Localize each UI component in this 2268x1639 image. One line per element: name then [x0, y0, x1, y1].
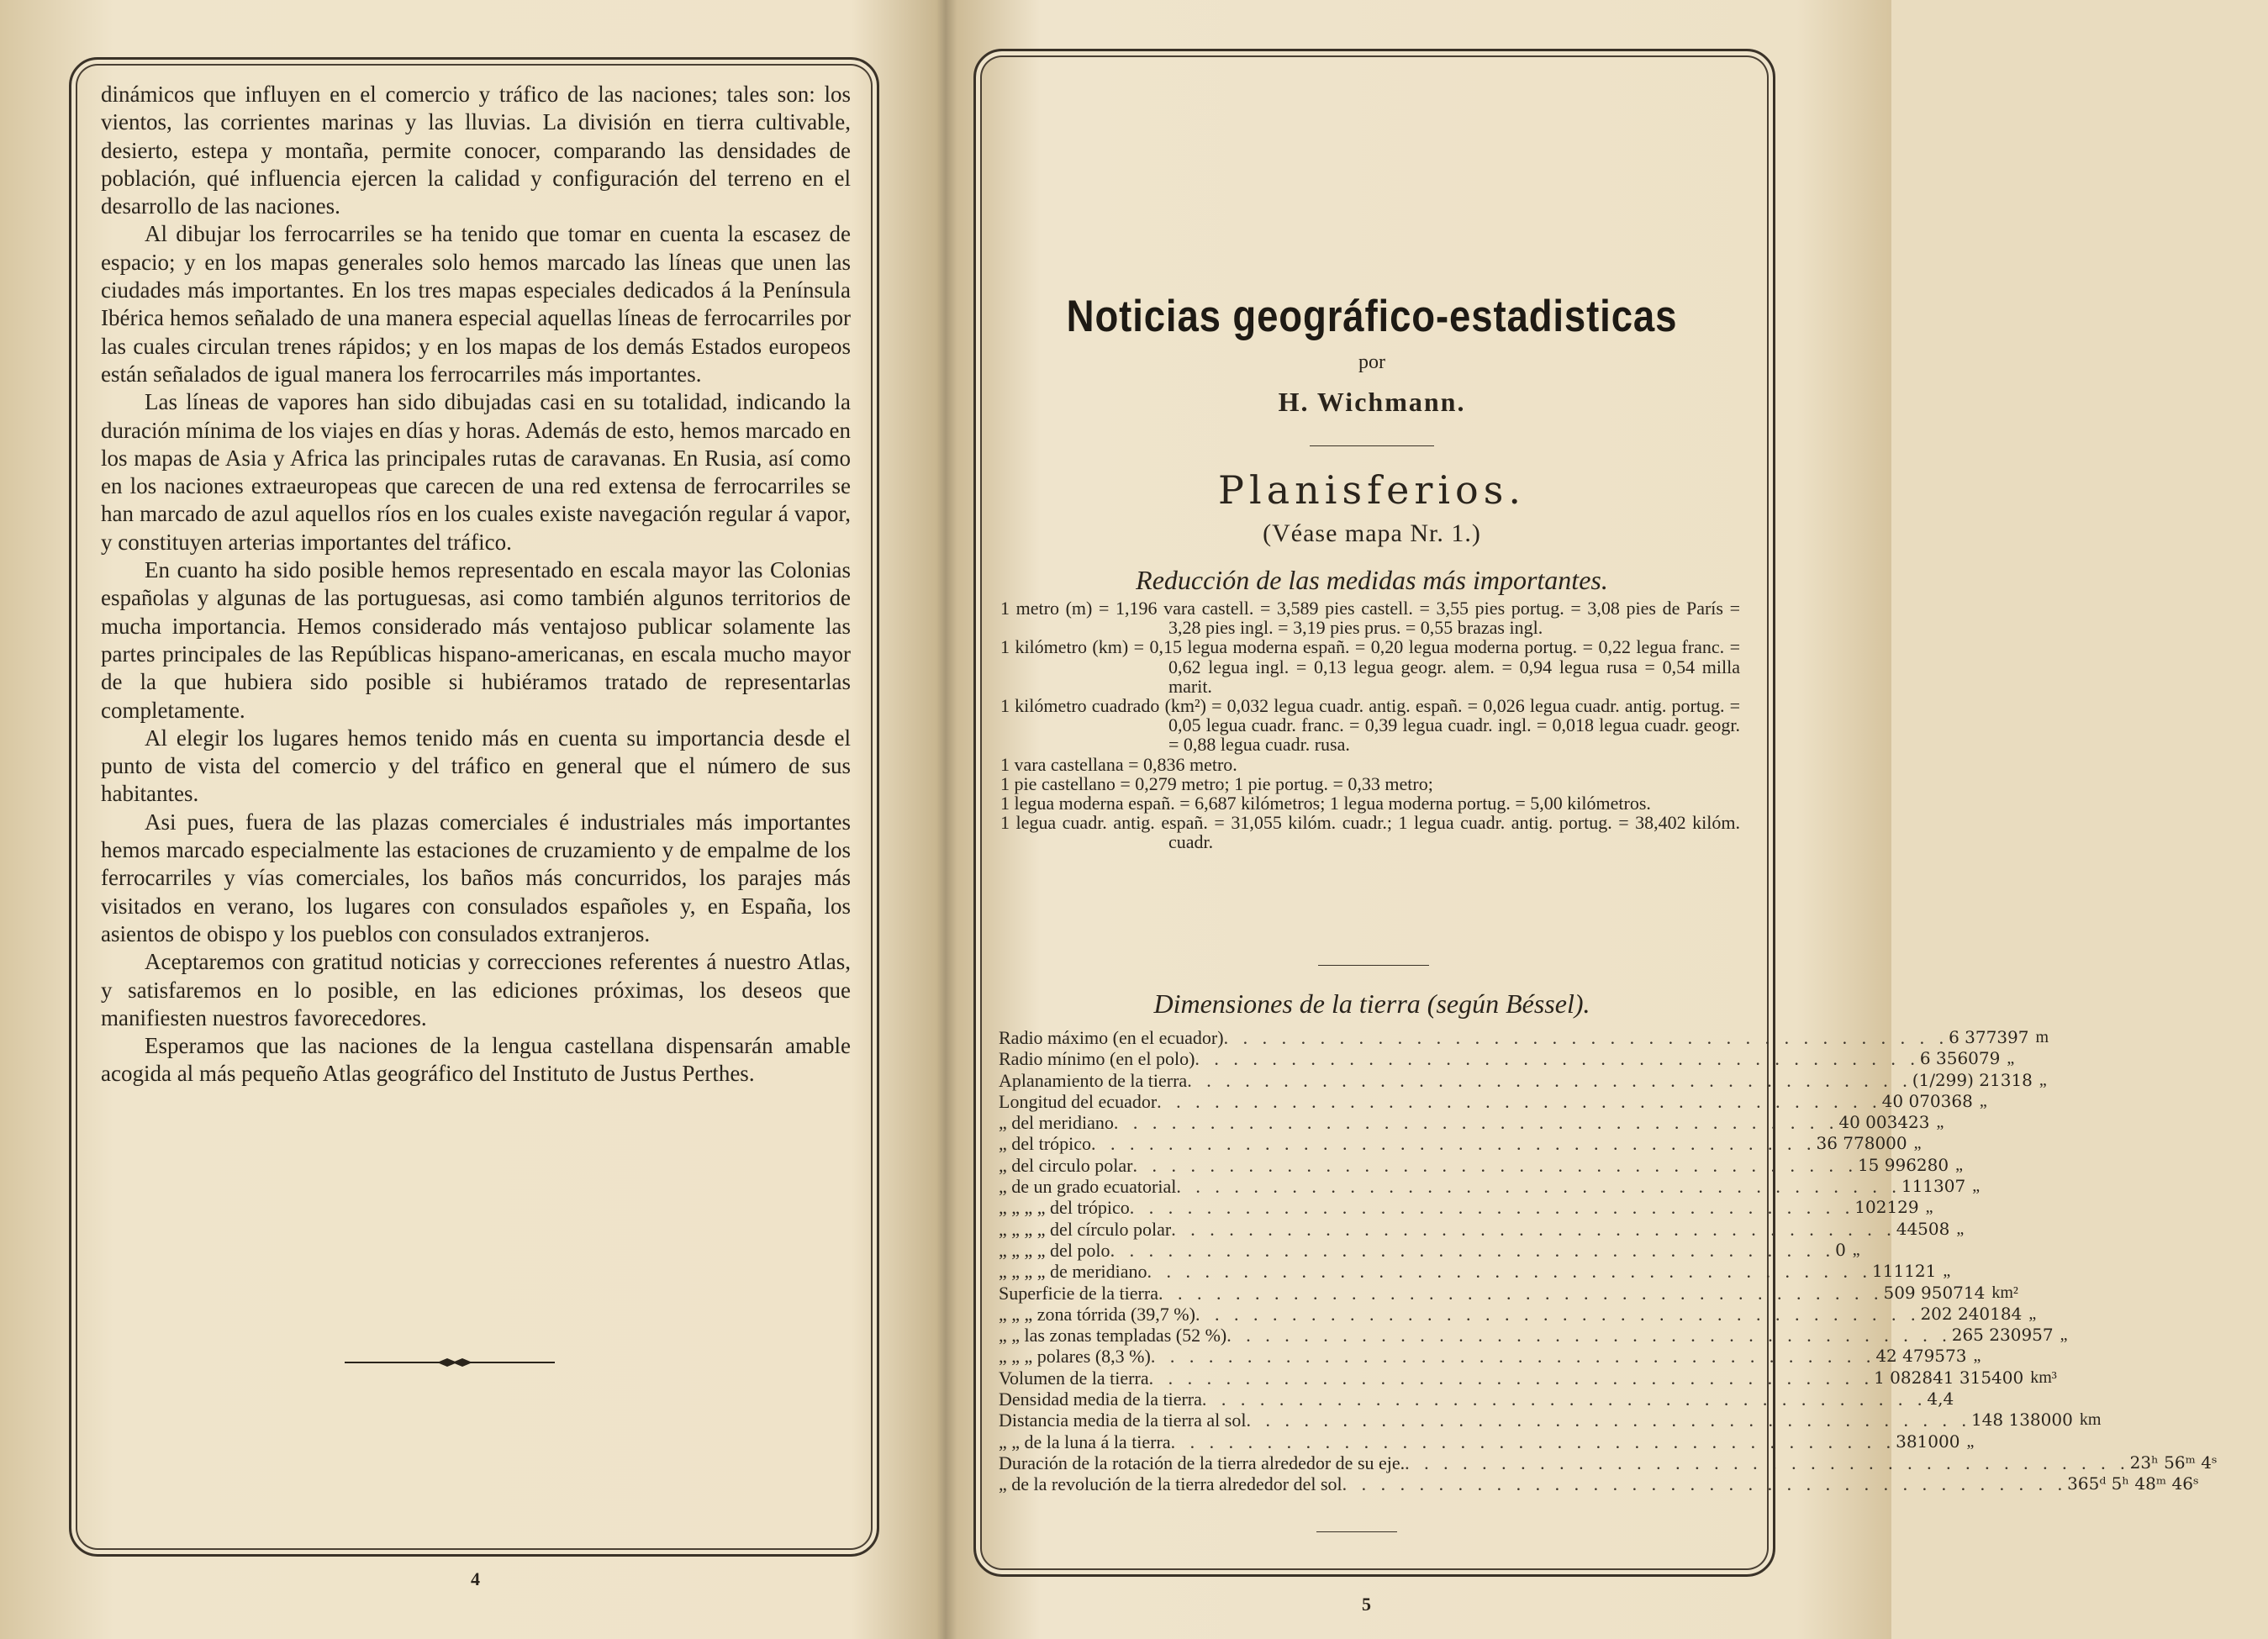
leader-dots: . . . . . . . . . . . . . . . . . . . . . . . . . . . . . . . . . . . . . .	[1171, 1218, 1896, 1240]
leader-dots: . . . . . . . . . . . . . . . . . . . . . . . . . . . . . . . . . . . . . .	[1195, 1303, 1921, 1325]
dimension-value: 265 230957	[1951, 1325, 2054, 1346]
page-number-right: 5	[1362, 1594, 1371, 1615]
dimension-row	[999, 1218, 1965, 1240]
paragraph: Aceptaremos con gratitud noticias y correcciones referentes á nuestro Atlas, y satisfaremos en lo posible, en las ediciones próximas, los deseos que manifiesten nuestros favorecedores.	[101, 949, 851, 1030]
measure-item: 1 vara castellana = 0,836 metro.	[1000, 753, 1237, 775]
leader-dots: . . . . . . . . . . . . . . . . . . . . . . . . . . . . . . . . . . . . . .	[1246, 1410, 1971, 1431]
dimension-label: Radio máximo (en el ecuador)	[999, 1027, 1224, 1048]
dimensions-table	[999, 1027, 2218, 1495]
dimension-row	[999, 1048, 2015, 1070]
dimension-unit: „	[1973, 1347, 1981, 1366]
dimension-unit: „	[1936, 1113, 1944, 1132]
dimension-value: 6 356079	[1919, 1048, 2001, 1069]
paragraph: Las líneas de vapores han sido dibujadas casi en su totalidad, indicando la duración mínima de los viajes en días y horas. Además de esto, hemos marcado en los mapas de Asia y Africa las principales rutas de caravanas. En Rusia, así como en los naciones extraeuropeas que carecen de una red extensa de ferrocarriles se han marcado de azul aquellos ríos en los cuales existe navegación regular á vapor, y constituyen arterias importantes del tráfico.	[101, 389, 851, 555]
dimension-label: Distancia media de la tierra al sol	[999, 1410, 1247, 1431]
dimension-label: „ del trópico	[999, 1133, 1091, 1155]
dimension-label: Densidad media de la tierra	[999, 1389, 1202, 1410]
leader-dots: . . . . . . . . . . . . . . . . . . . . . . . . . . . . . . . . . . . . . .	[1113, 1112, 1839, 1134]
dimension-label: „ del circulo polar	[999, 1154, 1133, 1176]
dimension-value: 148 138000	[1970, 1410, 2073, 1431]
dimension-unit: „	[2060, 1325, 2068, 1345]
dimension-label: „ del meridiano	[999, 1112, 1114, 1134]
dimension-row	[999, 1282, 2018, 1304]
paragraph: Al elegir los lugares hemos tenido más en cuenta su importancia desde el punto de vista del comercio y del tráfico en general que el número de sus habitantes.	[101, 725, 851, 807]
dimension-value: 1 082841 315400	[1874, 1367, 2024, 1388]
dimension-unit: „	[1925, 1198, 1933, 1217]
dimension-value: 365ᵈ 5ʰ 48ᵐ 46ˢ	[2067, 1473, 2199, 1494]
dimension-value: 381000	[1896, 1431, 1960, 1452]
dimension-label: „ „ „ „ del círculo polar	[999, 1218, 1172, 1240]
section-title: Planisferios.	[1218, 467, 1526, 513]
dimension-unit: km	[2079, 1410, 2102, 1430]
dimension-label: „ „ „ „ del polo	[999, 1239, 1110, 1261]
dimension-value: 15 996280	[1857, 1154, 1949, 1175]
dimension-unit	[1954, 1389, 2004, 1410]
dimension-value: 202 240184	[1920, 1303, 2023, 1324]
page-title: Noticias geográfico-estadisticas	[1066, 292, 1678, 341]
dimension-value: 44508	[1896, 1218, 1950, 1239]
dimension-row	[999, 1303, 2037, 1325]
dimension-row	[999, 1027, 2049, 1048]
dimension-unit: m	[2035, 1028, 2049, 1046]
dimension-label: Superficie de la tierra	[999, 1282, 1158, 1304]
measure-item: 1 metro (m) = 1,196 vara castell. = 3,589 pies castell. = 3,55 pies portug. = 3,08 pies de París = 3,28 pies ingl. = 3,19 pies prus. = 0,55 brazas ingl.	[1000, 598, 1740, 639]
dimension-unit	[2199, 1473, 2250, 1494]
dimension-unit: „	[1852, 1240, 1860, 1259]
dimension-value: 36 778000	[1816, 1133, 1907, 1154]
paragraph: dinámicos que influyen en el comercio y tráfico de las naciones; tales son: los vientos, las corrientes marinas y las lluvias. La división en tierra cultivable, desierto, estepa y montaña, permite conocer, comparando las densidades de población, qué influencia ejercen la calidad y configuración del terreno en el desarrollo de las naciones.	[101, 82, 851, 219]
measure-item: 1 pie castellano = 0,279 metro; 1 pie portug. = 0,33 metro;	[1000, 772, 1433, 794]
leader-dots: . . . . . . . . . . . . . . . . . . . . . . . . . . . . . . . . . . . . . .	[1405, 1452, 2130, 1473]
dimension-label: „ „ „ zona tórrida (39,7 %)	[999, 1303, 1195, 1325]
dimension-row	[999, 1112, 1944, 1134]
dimension-unit: „	[1972, 1177, 1981, 1196]
dimension-unit: „	[2007, 1049, 2015, 1068]
dimension-label: „ „ „ polares (8,3 %)	[999, 1346, 1151, 1368]
leader-dots: . . . . . . . . . . . . . . . . . . . . . . . . . . . . . . . . . . . . . .	[1147, 1261, 1873, 1283]
leader-dots: . . . . . . . . . . . . . . . . . . . . . . . . . . . . . . . . . . . . . .	[1342, 1473, 2068, 1495]
leader-dots: . . . . . . . . . . . . . . . . . . . . . . . . . . . . . . . . . . . . . .	[1223, 1027, 1949, 1048]
leader-dots: . . . . . . . . . . . . . . . . . . . . . . . . . . . . . . . . . . . . . .	[1226, 1325, 1952, 1347]
author: H. Wichmann.	[1278, 387, 1466, 417]
dimension-label: „ „ „ „ del trópico	[999, 1197, 1130, 1219]
dimension-row	[999, 1431, 1975, 1452]
dimension-row	[999, 1133, 1922, 1155]
divider	[1316, 1531, 1397, 1532]
dimension-row	[999, 1261, 1951, 1283]
dimension-value: 102129	[1854, 1197, 1919, 1218]
dimension-unit: „	[1913, 1134, 1922, 1153]
dimension-label: Longitud del ecuador	[999, 1090, 1158, 1112]
dimension-row	[999, 1197, 1933, 1219]
leader-dots: . . . . . . . . . . . . . . . . . . . . . . . . . . . . . . . . . . . . . .	[1129, 1197, 1855, 1219]
leader-dots: . . . . . . . . . . . . . . . . . . . . . . . . . . . . . . . . . . . . . .	[1148, 1367, 1875, 1389]
leader-dots: . . . . . . . . . . . . . . . . . . . . . . . . . . . . . . . . . . . . . .	[1158, 1282, 1884, 1304]
dimension-row	[999, 1239, 1860, 1261]
dimension-unit	[2218, 1452, 2268, 1473]
dimension-unit: „	[2028, 1304, 2037, 1323]
dimension-row	[999, 1452, 2218, 1473]
leader-dots: . . . . . . . . . . . . . . . . . . . . . . . . . . . . . . . . . . . . . .	[1150, 1346, 1876, 1368]
leader-dots: . . . . . . . . . . . . . . . . . . . . . . . . . . . . . . . . . . . . . .	[1187, 1069, 1912, 1091]
measure-item: 1 kilómetro (km) = 0,15 legua moderna españ. = 0,20 legua moderna portug. = 0,22 legua franc. = 0,62 legua ingl. = 0,13 legua geogr. alem. = 0,94 legua rusa = 0,54 milla marit.	[1000, 636, 1740, 697]
dimension-unit: „	[1966, 1431, 1975, 1451]
leader-dots: . . . . . . . . . . . . . . . . . . . . . . . . . . . . . . . . . . . . . .	[1110, 1239, 1836, 1261]
dimension-value: 4,4	[1927, 1389, 1954, 1410]
dimension-label: Duración de la rotación de la tierra alrededor de su eje.	[999, 1452, 1406, 1473]
dimension-value: 40 003423	[1838, 1112, 1930, 1133]
dimension-value: 111307	[1901, 1176, 1966, 1197]
dimension-row	[999, 1090, 1987, 1112]
dimension-label: „ „ „ „ de meridiano	[999, 1261, 1147, 1283]
paragraph: Asi pues, fuera de las plazas comerciales é industriales más importantes hemos marcado especialmente las estaciones de cruzamiento y de empalme de los ferrocarriles y vías comerciales, los baños más concurridos, los parajes más visitados en verano, los lugares con consulados españoles y, en España, los asientos de obispo y los pueblos con consulados extranjeros.	[101, 809, 851, 946]
measure-item: 1 legua moderna españ. = 6,687 kilómetros; 1 legua moderna portug. = 5,00 kilómetros.	[1000, 793, 1651, 814]
dimensions-heading: Dimensiones de la tierra (según Béssel).	[1153, 988, 1590, 1019]
dimension-row	[999, 1325, 2068, 1347]
dimension-unit: „	[1955, 1155, 1963, 1174]
dimension-value: 0	[1835, 1239, 1846, 1260]
dimension-row	[999, 1176, 1981, 1198]
paragraph: Al dibujar los ferrocarriles se ha tenido que tomar en cuenta la escasez de espacio; y en los mapas generales solo hemos marcado las líneas que unen las ciudades más importantes. En los tres mapas especiales dedicados á la Península Ibérica hemos señalado de una manera especial aquellas líneas de ferrocarriles por las cuales circulan trenes rápidos; y en los mapas de los demás Estados europeos están señalados de igual manera los ferrocarriles más importantes.	[101, 221, 851, 387]
dimension-row	[999, 1346, 1981, 1368]
dimension-value: 42 479573	[1875, 1346, 1967, 1367]
leader-dots: . . . . . . . . . . . . . . . . . . . . . . . . . . . . . . . . . . . . . .	[1157, 1090, 1882, 1112]
left-page-text	[101, 81, 851, 1088]
dimension-unit: km²	[1991, 1283, 2018, 1302]
measure-item: 1 legua cuadr. antig. españ. = 31,055 kilóm. cuadr.; 1 legua cuadr. antig. portug. = 38,402 kilóm. cuadr.	[1000, 812, 1740, 853]
leader-dots: . . . . . . . . . . . . . . . . . . . . . . . . . . . . . . . . . . . . . .	[1176, 1176, 1901, 1198]
dimension-unit: „	[2039, 1070, 2047, 1089]
measures-list	[1000, 598, 1740, 852]
dimension-value: 111121	[1872, 1261, 1937, 1282]
dimension-row	[999, 1410, 2102, 1431]
dimension-row	[999, 1473, 2199, 1495]
leader-dots: . . . . . . . . . . . . . . . . . . . . . . . . . . . . . . . . . . . . . .	[1195, 1048, 1920, 1070]
divider	[1318, 965, 1429, 966]
dimension-row	[999, 1069, 2047, 1091]
dimension-row	[999, 1367, 2057, 1389]
dimension-label: „ de un grado ecuatorial	[999, 1176, 1177, 1198]
leader-dots: . . . . . . . . . . . . . . . . . . . . . . . . . . . . . . . . . . . . . .	[1170, 1431, 1896, 1452]
paragraph: Esperamos que las naciones de la lengua castellana dispensarán amable acogida al más pequeño Atlas geográfico del Instituto de Justus Perthes.	[101, 1033, 851, 1087]
dimension-value: 23ʰ 56ᵐ 4ˢ	[2129, 1452, 2218, 1473]
dimension-label: „ de la revolución de la tierra alrededor del sol	[999, 1473, 1342, 1495]
paragraph: En cuanto ha sido posible hemos representado en escala mayor las Colonias españolas y algunas de las portuguesas, asi como también algunos territorios de mucha importancia. Hemos considerado más ventajoso publicar solamente las partes principales de las Repúblicas hispano-americanas, en escala mucho mayor de la que hubiera sido posible si hubiéramos tratado de representarlas completamente.	[101, 557, 851, 723]
dimension-value: 40 070368	[1881, 1090, 1973, 1111]
leader-dots: . . . . . . . . . . . . . . . . . . . . . . . . . . . . . . . . . . . . . .	[1090, 1133, 1817, 1155]
dimension-unit: „	[1943, 1262, 1951, 1281]
dimension-unit: „	[1979, 1091, 1987, 1110]
ornament-divider	[345, 1357, 555, 1368]
dimension-value: (1/299) 21318	[1912, 1069, 2033, 1090]
map-reference: (Véase mapa Nr. 1.)	[1263, 519, 1481, 547]
page-number-left: 4	[471, 1568, 480, 1589]
dimension-label: Aplanamiento de la tierra	[999, 1069, 1188, 1091]
dimension-value: 509 950714	[1883, 1282, 1986, 1303]
leader-dots: . . . . . . . . . . . . . . . . . . . . . . . . . . . . . . . . . . . . . .	[1201, 1389, 1928, 1410]
dimension-row	[999, 1389, 1954, 1410]
divider	[1310, 445, 1434, 446]
dimension-unit: km³	[2030, 1368, 2057, 1387]
dimension-label: „ „ de la luna á la tierra	[999, 1431, 1171, 1452]
dimension-label: Radio mínimo (en el polo)	[999, 1048, 1195, 1070]
dimension-value: 6 377397	[1949, 1027, 2029, 1047]
measures-heading: Reducción de las medidas más importantes.	[1136, 565, 1608, 595]
leader-dots: . . . . . . . . . . . . . . . . . . . . . . . . . . . . . . . . . . . . . .	[1132, 1154, 1858, 1176]
dimension-label: „ „ las zonas templadas (52 %)	[999, 1325, 1227, 1347]
dimension-row	[999, 1154, 1963, 1176]
byline-por: por	[1358, 351, 1385, 373]
dimension-unit: „	[1956, 1219, 1965, 1238]
measure-item: 1 kilómetro cuadrado (km²) = 0,032 legua cuadr. antig. españ. = 0,026 legua cuadr. antig. portug. = 0,05 legua cuadr. franc. = 0,39 legua cuadr. ingl. = 0,018 legua cuadr. geogr. = 0,88 legua cuadr. rusa.	[1000, 695, 1740, 756]
dimension-label: Volumen de la tierra	[999, 1367, 1149, 1389]
